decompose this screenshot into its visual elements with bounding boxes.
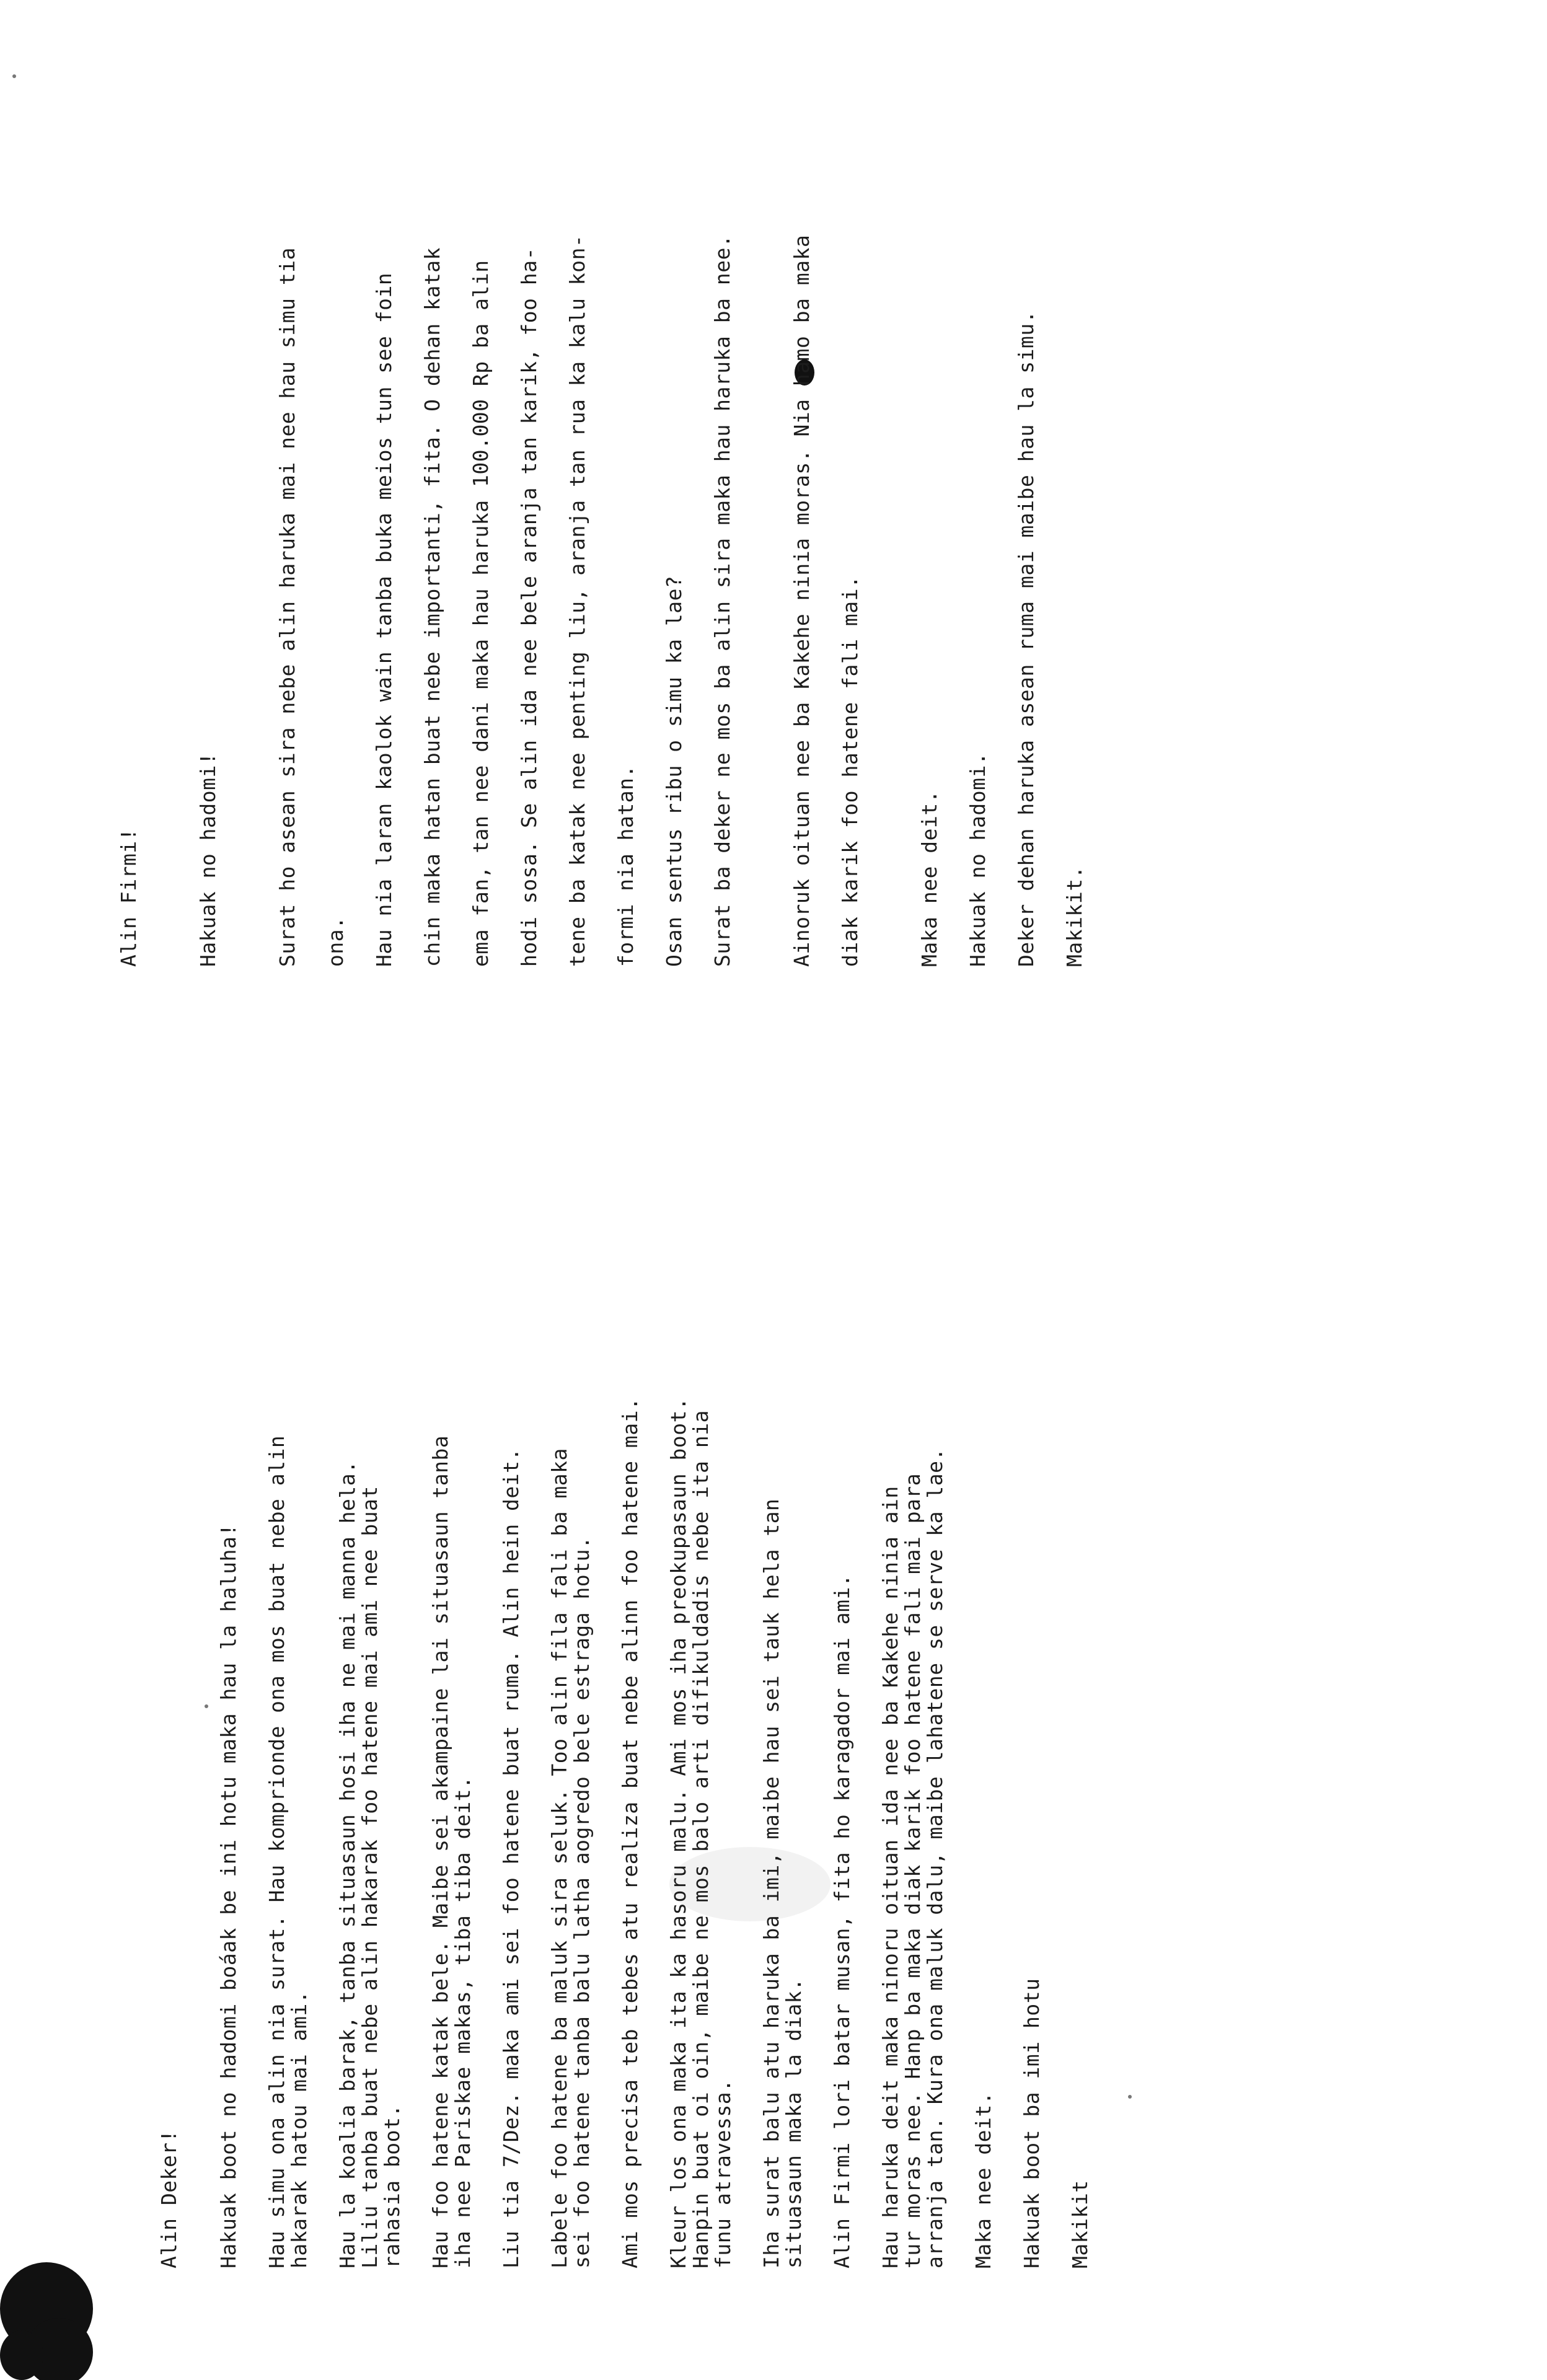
paragraph-line: tene ba katak nee penting liu, aranja tan rua ka kalu kon- <box>565 234 589 967</box>
signature: Makikit. <box>1062 866 1086 967</box>
letter-to-firmi <box>118 37 1086 967</box>
paragraph-line: Alin Firmi lori batar musan, fita ho karagador mai ami. <box>830 1574 854 2268</box>
paragraph-line: Hau simu ona alin nia surat. Hau komprionde ona mos buat nebe alin <box>265 1435 289 2268</box>
paragraph-line: Hakuak boot no hadomi boáak be ini hotu maka hau la haluha! <box>216 1523 240 2268</box>
paragraph-line: Kleur los ona maka ita ka hasoru malu. Ami mos iha preokupasaun boot. <box>666 1397 690 2268</box>
paragraph-line: hodi sosa. Se alin ida nee bele aranja tan karik, foo ha- <box>517 247 541 967</box>
paragraph-line: Liliu tanba buat nebe alin hakarak foo hatene mai ami nee buat <box>358 1486 382 2268</box>
sign-off: Hakuak boot ba imi hotu <box>1020 1978 1044 2268</box>
paragraph-line: ema fan, tan nee dani maka hau haruka 100.000 Rp ba alin <box>469 260 493 967</box>
paragraph-line: Hau haruka deit maka ninoru oituan ida nee ba Kakehe ninia ain <box>878 1486 902 2268</box>
paragraph-line: diak karik foo hatene fali mai. <box>838 575 862 967</box>
paragraph-line: Surat ho asean sira nebe alin haruka mai nee hau simu tia <box>275 247 299 967</box>
sign-off: Hakuak no hadomi. <box>966 752 990 967</box>
greeting: Alin Firmi! <box>117 827 141 967</box>
paragraph-line: Hau nia laran kaolok wain tanba buka meios tun see foin <box>372 272 396 967</box>
postscript: Deker dehan haruka asean ruma mai maibe hau la simu. <box>1014 310 1038 967</box>
speck <box>1128 2095 1132 2099</box>
paragraph-line: rahasia boot. <box>380 2104 404 2268</box>
paragraph-line: iha nee Pariskae makas, tiba tiba deit. <box>451 1776 475 2268</box>
paragraph-line: Hau foo hatene katak bele. Maibe sei akampaine lai situasaun tanba <box>428 1435 452 2268</box>
paragraph-line: Iha surat balu atu haruka ba imi, maibe hau sei tauk hela tan <box>759 1498 783 2268</box>
paragraph-line: hakarak hatou mai ami. <box>287 1990 311 2268</box>
paragraph-line: sei foo hatene tanba balu latha aogredo bele estraga hotu. <box>570 1536 594 2268</box>
greeting: Alin Deker! <box>157 2129 181 2268</box>
closing: Maka nee deit. <box>917 790 941 967</box>
signature: Makikit <box>1068 2180 1092 2268</box>
closing: Maka nee deit. <box>971 2091 995 2268</box>
paragraph-line: formi nia hatan. <box>614 765 638 967</box>
paragraph-line: Hanpin buat oi oin, maibe ne mos balo arti difikuldadis nebe ita nia <box>689 1409 713 2268</box>
paragraph-line: situasaun maka la diak. <box>782 1978 806 2268</box>
paragraph-line: Ainoruk oituan nee ba Kakehe ninia moras. Nia hamo ba maka <box>790 234 814 967</box>
paragraph-line: Osan sentus ribu o simu ka lae? <box>662 575 686 967</box>
paragraph-line: Ami mos precisa teb tebes atu realiza buat nebe alinn foo hatene mai. <box>618 1397 642 2268</box>
paragraph-line: chin maka hatan buat nebe importanti, fita. O dehan katak <box>420 247 444 967</box>
ink-blot <box>0 2330 43 2380</box>
paragraph-line: Surat ba deker ne mos ba alin sira maka hau haruka ba nee. <box>710 234 734 967</box>
salutation: Hakuak no hadomi! <box>196 752 220 967</box>
letter-to-deker <box>158 1041 1091 2268</box>
paragraph-line: Hau la koalia barak, tanba situasaun hosi iha ne mai manna hela. <box>335 1460 359 2268</box>
paragraph-line: tur moras nee. Hanp ba maka diak karik foo hatene fali mai para <box>901 1473 925 2268</box>
paragraph-line: ona. <box>324 916 348 967</box>
speck <box>12 74 16 78</box>
paragraph-line: funu atravessa. <box>711 2079 735 2268</box>
paragraph-line: Labele foo hatene ba maluk sira seluk. Too alin fila fali ba maka <box>547 1448 571 2268</box>
paragraph-line: arranja tan. Kura ona maluk dalu, maibe lahatene se serve ka lae. <box>923 1448 947 2268</box>
paragraph-line: Liu tia 7/Dez. maka ami sei foo hatene buat ruma. Alin hein deit. <box>499 1448 523 2268</box>
